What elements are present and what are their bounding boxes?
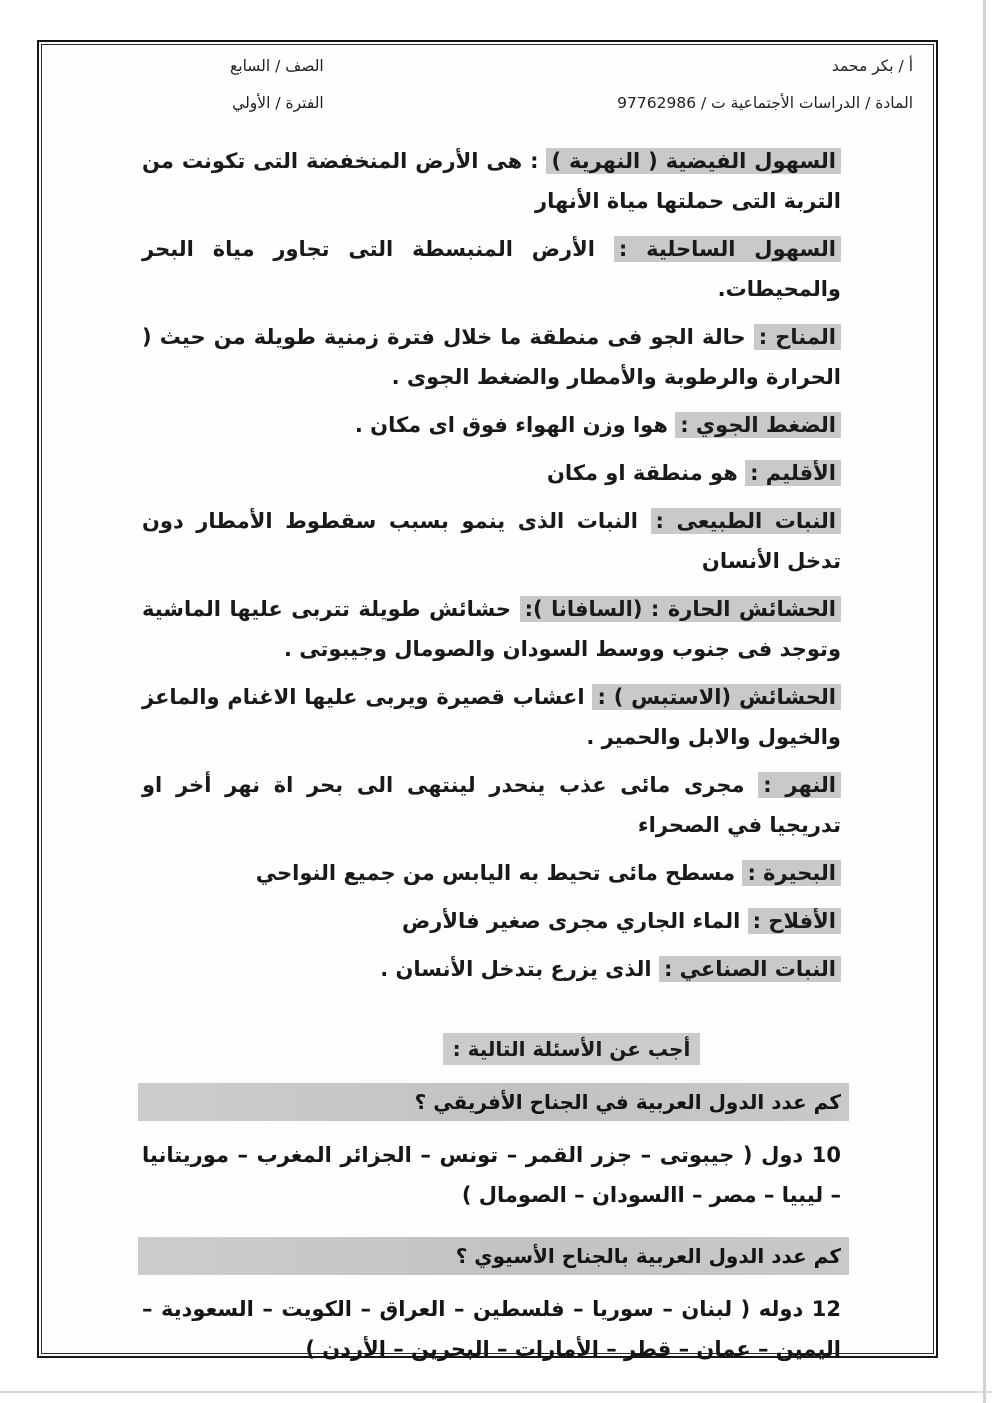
page-border-frame [37, 40, 938, 1361]
header-right-column [617, 55, 913, 129]
scanner-edge-right [983, 0, 986, 1403]
definition-text: الذى يزرع بتدخل الأنسان . [380, 957, 652, 981]
definition-item [142, 141, 841, 221]
definition-text: الأرض المنبسطة التى تجاور مياة البحر والمحيطات. [142, 237, 841, 301]
grade-line: الصف / السابع [230, 57, 324, 75]
definition-item [142, 765, 841, 845]
definitions-list [42, 129, 933, 1369]
definition-item [142, 589, 841, 669]
definition-item [142, 677, 841, 757]
header-left-column [230, 55, 324, 129]
term-highlight: الأفلاح : [748, 908, 841, 934]
definition-text: مسطح مائى تحيط به اليابس من جميع النواحي [255, 861, 736, 885]
definition-text: هو منطقة او مكان [546, 461, 738, 485]
teacher-name: أ / بكر محمد [831, 57, 913, 75]
page-border-inner-line [41, 44, 934, 1361]
definition-item [142, 405, 841, 445]
term-highlight: الضغط الجوي : [675, 412, 841, 438]
definition-item [142, 501, 841, 581]
term-highlight: الحشائش الحارة : (السافانا ): [520, 596, 841, 622]
term-highlight: النهر : [758, 772, 841, 798]
definition-item [142, 229, 841, 309]
definition-text: حشائش طويلة تتربى عليها الماشية وتوجد فى جنوب ووسط السودان والصومال وجيبوتى . [142, 597, 841, 661]
answer-text: 10 دول ( جيبوتى – جزر القمر – تونس – الجزائر المغرب – موريتانيا – ليبيا – مصر – االسودان – الصومال ) [142, 1143, 841, 1207]
definition-text: اعشاب قصيرة ويربى عليها الاغنام والماعز والخيول والابل والحمير . [142, 685, 841, 749]
definition-text: الماء الجاري مجرى صغير فالأرض [402, 909, 741, 933]
term-highlight: الحشائش (الاستبس ) : [592, 684, 841, 710]
term-highlight: النبات الطبيعى : [651, 508, 842, 534]
definition-item [142, 901, 841, 941]
term-highlight: الأقليم : [745, 460, 841, 486]
term-highlight: السهول الساحلية : [614, 236, 841, 262]
scanner-edge-bottom [0, 1391, 992, 1393]
definition-text: مجرى مائى عذب ينحدر لينتهى الى بحر اة نهر أخر او تدريجيا في الصحراء [142, 773, 841, 837]
definition-item [142, 949, 841, 989]
term-highlight: البحيرة : [742, 860, 841, 886]
term-highlight: المناح : [754, 324, 841, 350]
subject-phone-line: المادة / الدراسات الأجتماعية ت / 97762986 [617, 94, 913, 112]
period-line: الفترة / الأولي [232, 94, 324, 112]
section-heading [142, 1037, 841, 1061]
definition-item [142, 453, 841, 493]
definition-item [142, 317, 841, 397]
definition-text: حالة الجو فى منطقة ما خلال فترة زمنية طويلة من حيث ( الحرارة والرطوبة والأمطار والضغط الجوى . [142, 325, 841, 389]
document-header [42, 45, 933, 129]
definition-text: النبات الذى ينمو بسبب سقطوط الأمطار دون تدخل الأنسان [142, 509, 841, 573]
definition-item [142, 853, 841, 893]
question-bar: كم عدد الدول العربية في الجناح الأفريقي ؟ [138, 1083, 849, 1121]
term-highlight: السهول الفيضية ( النهرية ) [546, 148, 841, 174]
definition-text: : هى الأرض المنخفضة التى تكونت من التربة التى حملتها مياة الأنهار [142, 149, 841, 213]
question-bar: كم عدد الدول العربية بالجناح الأسيوي ؟ [138, 1237, 849, 1275]
section-heading-highlight: أجب عن الأسئلة التالية : [443, 1033, 701, 1065]
answer-text: 12 دوله ( لبنان – سوريا – فلسطين – العراق – الكويت – السعودية – اليمين – عمان – قطر – الأمارات – البحرين – الأردن ) [142, 1297, 841, 1361]
term-highlight: النبات الصناعي : [659, 956, 841, 982]
definition-text: هوا وزن الهواء فوق اى مكان . [354, 413, 668, 437]
